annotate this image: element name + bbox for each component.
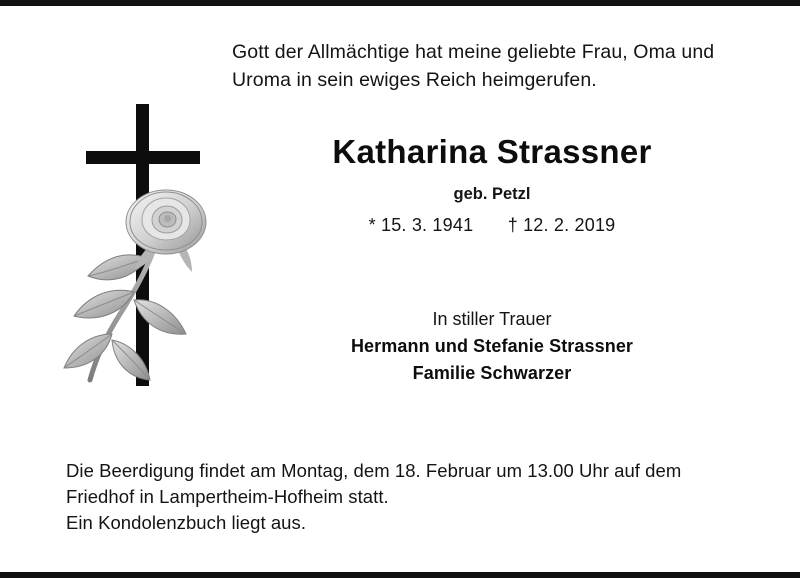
verse-line-2: Uroma in sein ewiges Reich heimgerufen. — [232, 69, 597, 91]
mourner-2: Familie Schwarzer — [412, 363, 572, 383]
details-line-1: Die Beerdigung findet am Montag, dem 18. Februar um 13.00 Uhr auf dem — [66, 460, 682, 481]
cross-rose-emblem — [60, 96, 230, 396]
death-date: † 12. 2. 2019 — [507, 215, 616, 235]
funeral-details — [66, 458, 766, 536]
maiden-name: geb. Petzl — [453, 185, 531, 203]
verse-line-1: Gott der Allmächtige hat meine geliebte Frau, Oma und — [232, 41, 715, 63]
opening-verse — [232, 38, 752, 94]
deceased-name: Katharina Strassner — [332, 133, 652, 170]
life-dates — [232, 215, 752, 236]
cross-crossbar — [86, 151, 200, 164]
mourner-1: Hermann und Stefanie Strassner — [350, 336, 634, 356]
birth-date: * 15. 3. 1941 — [368, 215, 474, 235]
mourning-intro: In stiller Trauer — [432, 309, 552, 329]
details-line-2: Friedhof in Lampertheim-Hofheim statt. — [66, 486, 389, 507]
name-block — [232, 132, 752, 236]
rose-icon — [60, 188, 220, 388]
details-line-3: Ein Kondolenzbuch liegt aus. — [66, 512, 307, 533]
mourners-block — [232, 306, 752, 387]
notice-inner — [0, 6, 800, 572]
